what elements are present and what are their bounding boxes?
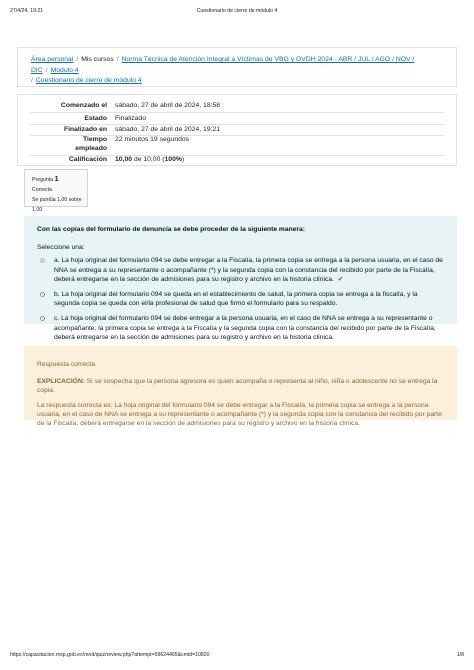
breadcrumb-separator: / <box>116 56 119 63</box>
grade-label: Calificación <box>68 156 107 163</box>
state-value: Finalizado <box>115 115 146 122</box>
explanation-text: Si se sospecha que la persona agresora es quien acompaña o representa al niño, niña o adolescente no se entrega la copia. <box>37 378 438 395</box>
answer-option-c[interactable] <box>37 314 444 342</box>
summary-divider <box>30 112 444 113</box>
question-marks: Se puntúa 1,00 sobre 1,00 <box>32 197 82 213</box>
feedback <box>24 346 457 428</box>
breadcrumb-course-link[interactable]: Norma Técnica de Atención Integral a Víctimas de VBG y GVDH 2024 - ABR / JUL / AGO / NOV / DIC <box>31 56 415 74</box>
breadcrumb-separator: / <box>45 66 48 74</box>
time-value: 22 minutos 19 segundos <box>115 136 190 143</box>
time-label-line1: Tiempo <box>82 136 107 143</box>
grade-rest: de 10,00 ( <box>132 156 165 163</box>
breadcrumb-separator: / <box>76 56 79 63</box>
question-number: 1 <box>54 174 59 183</box>
question-status: Correcta <box>32 187 52 193</box>
feedback-explanation <box>37 377 444 395</box>
print-date: 27/4/24, 19:21 <box>10 8 44 14</box>
question-content <box>24 216 457 341</box>
option-letter: a. <box>54 257 60 265</box>
answer-option-b[interactable] <box>37 290 444 308</box>
breadcrumb <box>17 47 457 87</box>
breadcrumb-separator: / <box>31 77 33 84</box>
question-label: Pregunta <box>32 177 54 183</box>
feedback-correct-answer: La respuesta correcta es: La hoja original del formulario 094 se debe entregar a la Fiscalía, la primera copia se entrega a la persona usuaria, en el caso de NNA se entrega a su representante o acompañante (*) y la segunda copia con la constancia del recibido por parte de la Fiscalía, deberá entregarse en la sección de admisiones para su registro y archivo en la historia clínica. <box>37 401 442 428</box>
option-text: La hoja original del formulario 094 se debe entregar a la persona usuaria, en el caso de NNA se entrega a su representante o acompañante; la primera copia se entrega a la Fiscalía y la segunda copia con la constancia del recibido por parte de la Fiscalía, deberá entregarse en la sección de admisiones para su registro y archivo en la historia clínica. <box>54 315 436 341</box>
question-info <box>24 169 88 213</box>
grade-value <box>115 155 184 164</box>
feedback-result: Respuesta correcta <box>37 361 95 368</box>
state-label: Estado <box>84 115 107 122</box>
option-letter: b. <box>54 291 60 299</box>
started-value: sábado, 27 de abril de 2024, 18:58 <box>115 102 221 109</box>
question-text: Con las copias del formulario de denuncia se debe proceder de la siguiente manera: <box>37 226 305 233</box>
finished-value: sábado, 27 de abril de 2024, 19:21 <box>115 126 221 133</box>
question-prompt: Seleccione una: <box>37 244 85 252</box>
question-number-line <box>32 174 87 185</box>
time-label-line2: empleado <box>75 145 107 152</box>
answer-option-a[interactable] <box>37 256 444 284</box>
time-label <box>47 135 107 153</box>
print-page-number: 1/8 <box>456 652 464 658</box>
breadcrumb-home-link[interactable]: Área personal <box>31 56 74 63</box>
grade-close: ) <box>181 156 185 163</box>
started-label: Comenzado el <box>60 102 107 109</box>
print-footer <box>10 652 464 662</box>
option-text: La hoja original del formulario 094 se queda en el establecimiento de salud, la primera copia se entrega a la fiscalía, y la segunda copia se queda con el/la profesional de salud que firmó el formulario para su respaldo. <box>54 291 418 308</box>
radio-icon[interactable] <box>40 316 45 321</box>
breadcrumb-module-link[interactable]: Módulo 4 <box>50 66 79 74</box>
check-icon: ✔ <box>337 275 344 283</box>
attempt-summary <box>17 94 457 166</box>
breadcrumb-my-courses: Mis cursos <box>81 56 114 63</box>
print-header <box>10 8 464 18</box>
print-url: https://capacitacion.msp.gob.ec/mod/quiz/review.php?attempt=59624465&cmid=10820 <box>10 652 210 658</box>
breadcrumb-quiz-link[interactable]: Cuestionario de cierre de módulo 4 <box>35 77 142 84</box>
explanation-label: EXPLICACIÓN: <box>37 378 85 386</box>
option-text: La hoja original del formulario 094 se debe entregar a la Fiscalía, la primera copia se entrega a la persona usuaria, en el caso de NNA se entrega a su representante o acompañante (*) y la segunda copia con la constancia del recibido por parte de la Fiscalía, deberá entregarse en la sección de admisiones para su registro y archivo en la historia clínica. <box>54 257 443 283</box>
option-letter: c. <box>54 315 60 323</box>
finished-label: Finalizado en <box>63 126 107 133</box>
radio-icon[interactable] <box>40 292 45 297</box>
radio-selected-icon[interactable] <box>40 258 45 263</box>
grade-percent: 100% <box>164 156 182 163</box>
print-title: Cuestionario de cierre de módulo 4 <box>196 8 278 14</box>
grade-score: 10,00 <box>115 156 133 163</box>
